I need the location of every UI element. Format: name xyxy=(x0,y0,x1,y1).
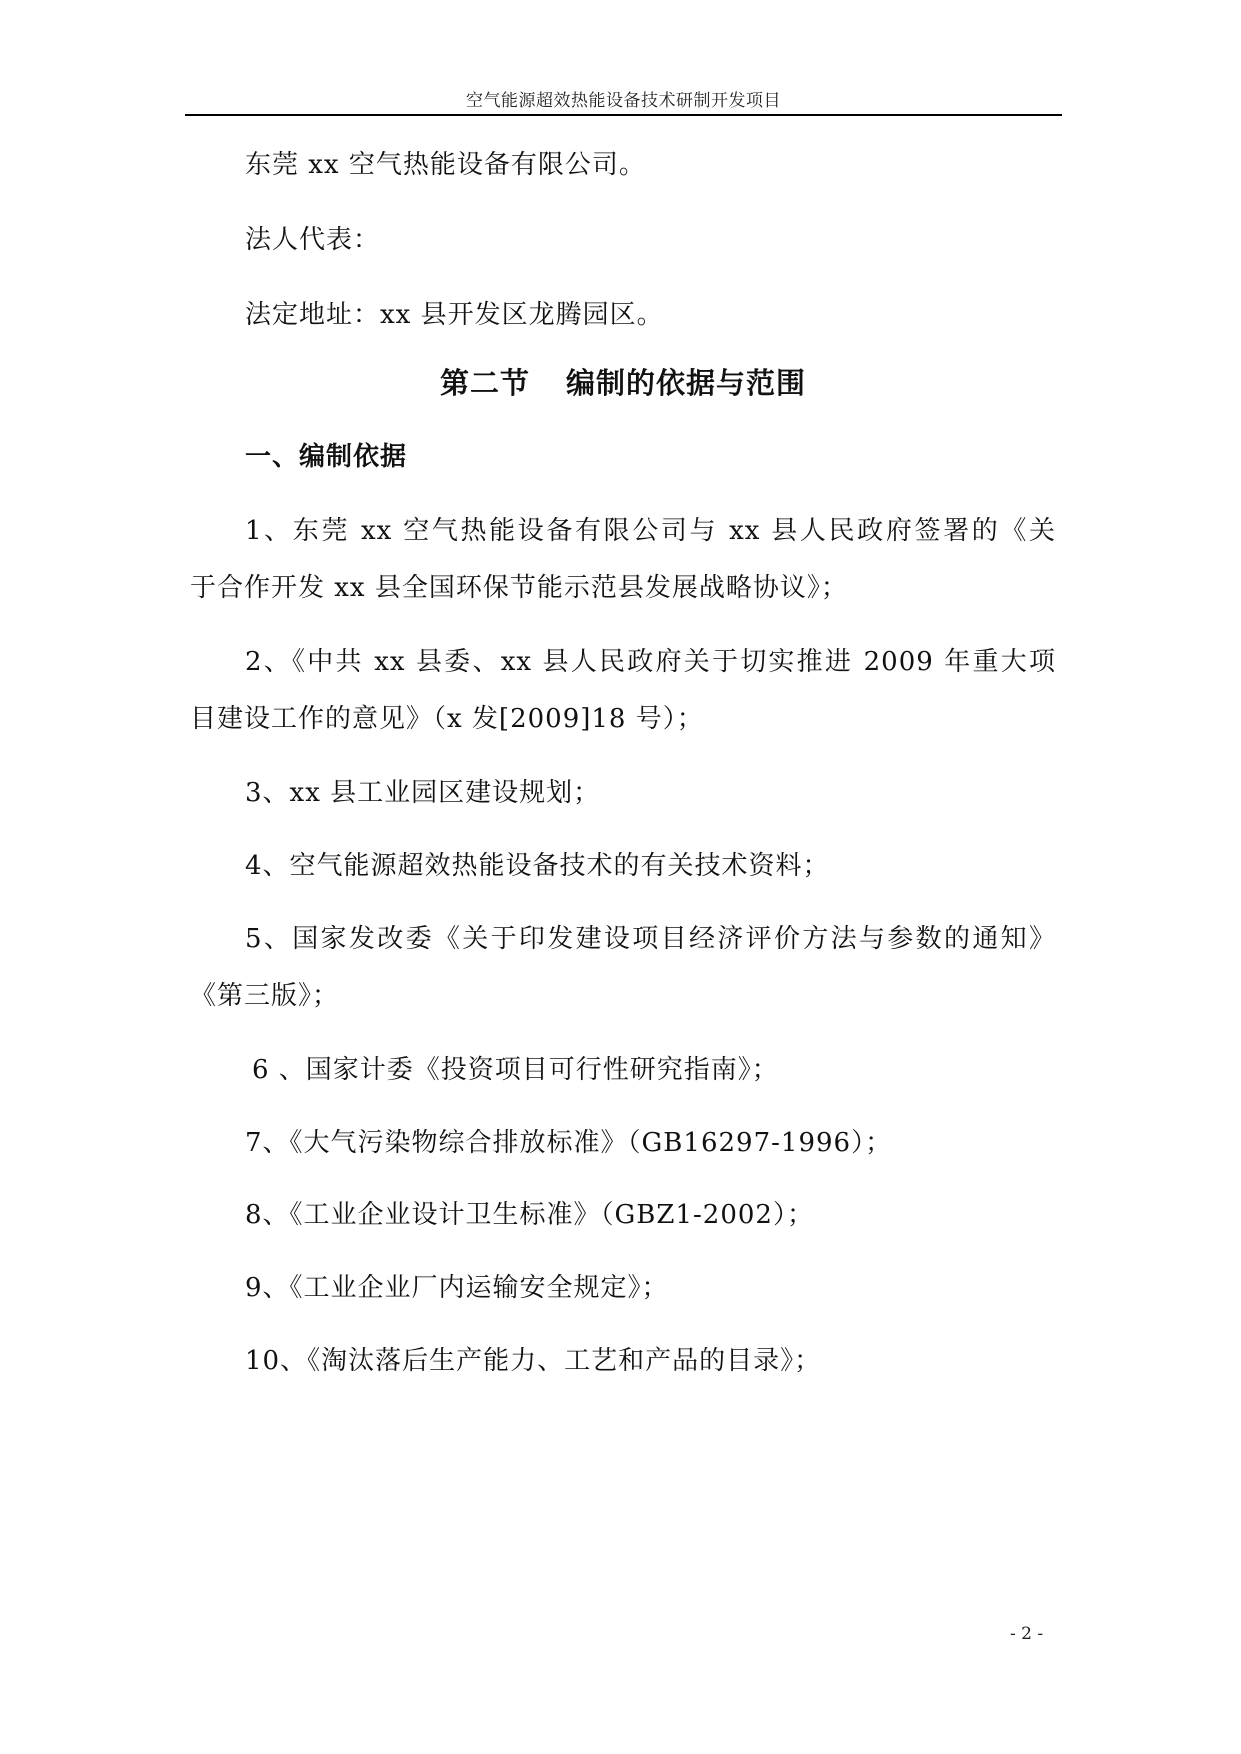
address-line: 法定地址：xx 县开发区龙腾园区。 xyxy=(245,300,664,330)
section-title xyxy=(190,365,1056,401)
list-item-continuation: 《第三版》； xyxy=(190,981,340,1011)
list-item-continuation: 于合作开发 xx 县全国环保节能示范县发展战略协议》； xyxy=(190,573,848,603)
list-item: 1、东莞 xx 空气热能设备有限公司与 xx 县人民政府签署的《关 xyxy=(245,516,1056,546)
list-item: 8、《工业企业设计卫生标准》（GBZ1-2002）； xyxy=(245,1200,814,1230)
section-number: 第二节 xyxy=(439,366,530,400)
section-name: 编制的依据与范围 xyxy=(566,366,807,400)
running-header: 空气能源超效热能设备技术研制开发项目 xyxy=(466,91,781,111)
list-item: 6 、国家计委《投资项目可行性研究指南》； xyxy=(252,1055,779,1085)
list-item: 3、xx 县工业园区建设规划； xyxy=(245,778,601,808)
list-item: 5、国家发改委《关于印发建设项目经济评价方法与参数的通知》 xyxy=(245,924,1056,954)
subheading: 一、编制依据 xyxy=(245,442,408,472)
list-item: 4、空气能源超效热能设备技术的有关技术资料； xyxy=(245,851,830,881)
legal-rep-line: 法人代表： xyxy=(245,225,381,255)
list-item: 9、《工业企业厂内运输安全规定》； xyxy=(245,1273,669,1303)
list-item: 2、《中共 xx 县委、xx 县人民政府关于切实推进 2009 年重大项 xyxy=(245,647,1056,677)
list-item: 7、《大气污染物综合排放标准》（GB16297-1996）； xyxy=(245,1128,893,1158)
list-item: 10、《淘汰落后生产能力、工艺和产品的目录》； xyxy=(245,1346,822,1376)
list-item-continuation: 目建设工作的意见》（x 发[2009]18 号）； xyxy=(190,704,704,734)
header-rule xyxy=(185,114,1062,116)
page-number: - 2 - xyxy=(1010,1624,1044,1644)
company-line: 东莞 xx 空气热能设备有限公司。 xyxy=(245,150,646,180)
